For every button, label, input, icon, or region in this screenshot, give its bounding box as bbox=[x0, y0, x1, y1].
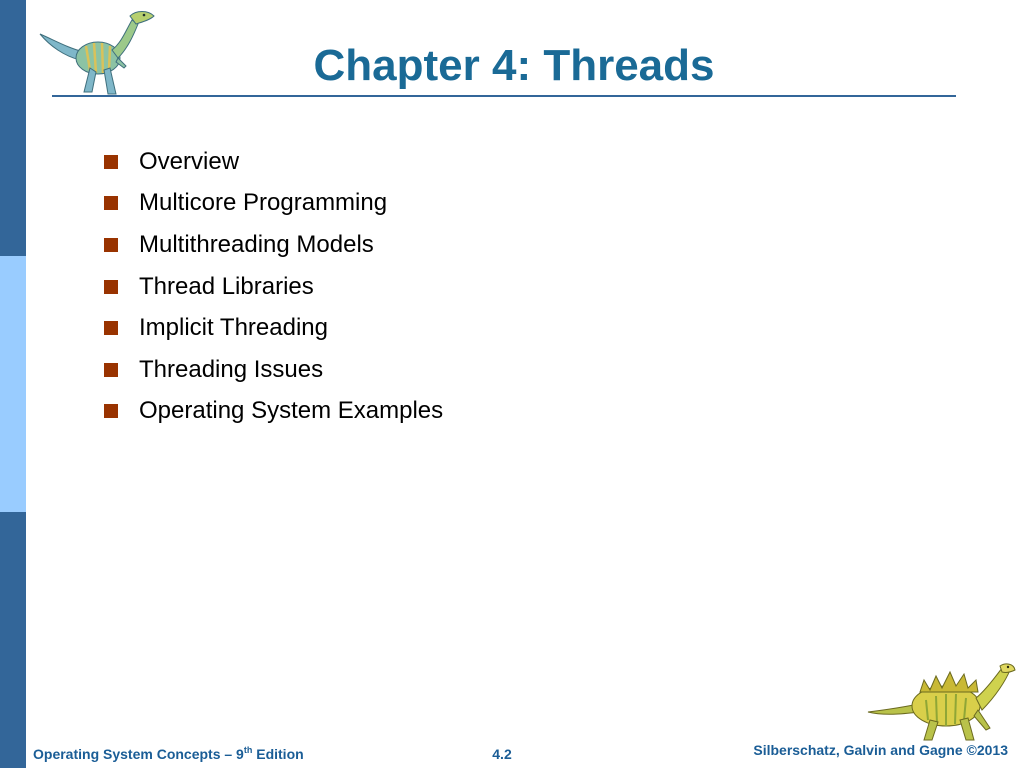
footer-book-title bbox=[33, 744, 304, 764]
square-bullet-icon bbox=[104, 404, 118, 418]
bullet-item bbox=[100, 224, 443, 266]
bullet-text: Implicit Threading bbox=[139, 314, 328, 342]
bullet-text: Operating System Examples bbox=[139, 397, 444, 425]
bullet-item bbox=[100, 266, 443, 308]
bullet-text: Thread Libraries bbox=[139, 272, 314, 300]
bullet-item bbox=[100, 391, 443, 433]
slide-number: 4.2 bbox=[492, 746, 512, 762]
side-bar-middle-segment bbox=[0, 256, 26, 512]
title-underline bbox=[52, 95, 956, 97]
bullet-text: Multithreading Models bbox=[139, 230, 374, 258]
bullet-text: Multicore Programming bbox=[139, 189, 388, 217]
footer-book-sup: th bbox=[243, 745, 253, 755]
square-bullet-icon bbox=[104, 363, 118, 377]
square-bullet-icon bbox=[104, 196, 118, 210]
slide-title: Chapter 4: Threads bbox=[313, 41, 715, 90]
square-bullet-icon bbox=[104, 321, 118, 335]
footer-book-prefix: Operating System Concepts – 9 bbox=[33, 746, 244, 762]
square-bullet-icon bbox=[104, 238, 118, 252]
square-bullet-icon bbox=[104, 280, 118, 294]
bullet-list bbox=[100, 141, 443, 432]
bullet-item bbox=[100, 183, 443, 225]
footer-copyright: Silberschatz, Galvin and Gagne ©2013 bbox=[753, 742, 1008, 758]
bullet-text: Threading Issues bbox=[139, 355, 324, 383]
bullet-item bbox=[100, 349, 443, 391]
square-bullet-icon bbox=[104, 155, 118, 169]
side-bar-bottom-segment bbox=[0, 512, 26, 768]
bullet-text: Overview bbox=[139, 147, 240, 175]
side-bar-top-segment bbox=[0, 0, 26, 256]
dinosaur-icon bbox=[866, 660, 1016, 742]
footer-book-suffix: Edition bbox=[252, 746, 304, 762]
bullet-item bbox=[100, 141, 443, 183]
side-accent-bar bbox=[0, 0, 26, 768]
bullet-item bbox=[100, 307, 443, 349]
